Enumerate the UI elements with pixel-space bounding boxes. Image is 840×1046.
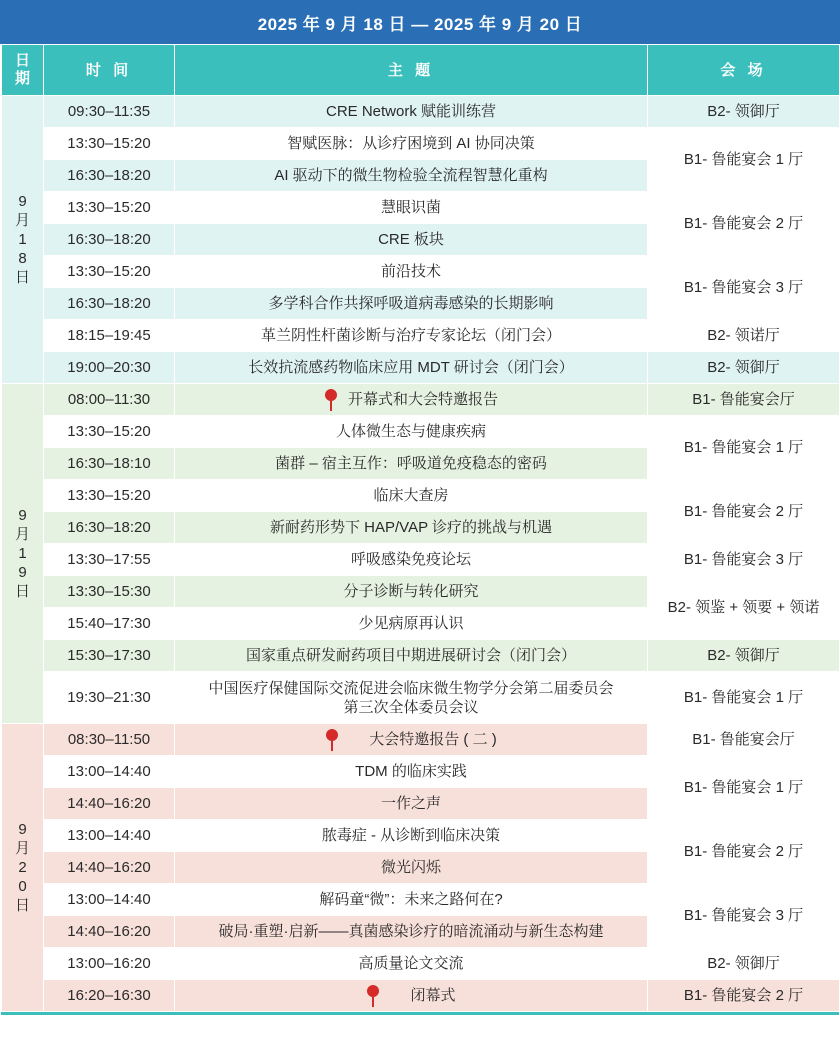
column-header-topic: 主 题 [175, 45, 648, 96]
time-cell: 14:40–16:20 [44, 788, 175, 820]
time-cell: 13:00–16:20 [44, 948, 175, 980]
table-row [2, 384, 840, 416]
time-cell: 13:30–15:20 [44, 128, 175, 160]
day-cell-sep20 [2, 724, 44, 1012]
time-cell: 13:00–14:40 [44, 756, 175, 788]
topic-cell: 高质量论文交流 [175, 948, 648, 980]
time-cell: 16:30–18:10 [44, 448, 175, 480]
topic-cell: 慧眼识菌 [175, 192, 648, 224]
table-row [2, 544, 840, 576]
venue-cell: B1- 鲁能宴会厅 [648, 384, 840, 416]
time-cell: 13:30–15:20 [44, 416, 175, 448]
column-header-time: 时 间 [44, 45, 175, 96]
topic-cell: 长效抗流感药物临床应用 MDT 研讨会（闭门会） [175, 352, 648, 384]
time-cell: 13:30–15:20 [44, 480, 175, 512]
topic-cell: 前沿技术 [175, 256, 648, 288]
table-row [2, 320, 840, 352]
map-pin-icon [366, 984, 380, 1008]
topic-text: 大会特邀报告 ( 二 ) [369, 730, 497, 748]
venue-cell: B1- 鲁能宴会 1 厅 [648, 756, 840, 820]
table-row [2, 352, 840, 384]
topic-cell: 一作之声 [175, 788, 648, 820]
topic-cell: 临床大查房 [175, 480, 648, 512]
topic-cell: 解码童“微”：未来之路何在? [175, 884, 648, 916]
topic-cell [175, 384, 648, 416]
time-cell: 16:30–18:20 [44, 288, 175, 320]
day-label: 9月19日 [14, 507, 30, 600]
topic-cell: 智赋医脉：从诊疗困境到 AI 协同决策 [175, 128, 648, 160]
table-row [2, 640, 840, 672]
time-cell: 16:20–16:30 [44, 980, 175, 1012]
venue-cell: B1- 鲁能宴会 2 厅 [648, 192, 840, 256]
time-cell: 19:00–20:30 [44, 352, 175, 384]
time-cell: 14:40–16:20 [44, 852, 175, 884]
table-row [2, 192, 840, 224]
time-cell: 13:30–15:20 [44, 192, 175, 224]
schedule-table [1, 44, 840, 1012]
table-row [2, 724, 840, 756]
venue-cell: B1- 鲁能宴会 1 厅 [648, 128, 840, 192]
topic-cell [175, 672, 648, 724]
day-label: 9月18日 [14, 193, 30, 286]
time-cell: 13:30–15:30 [44, 576, 175, 608]
time-cell: 08:00–11:30 [44, 384, 175, 416]
venue-cell: B1- 鲁能宴会 1 厅 [648, 672, 840, 724]
topic-cell: 微光闪烁 [175, 852, 648, 884]
time-cell: 19:30–21:30 [44, 672, 175, 724]
time-cell: 09:30–11:35 [44, 96, 175, 128]
column-header-day-label: 日期 [14, 52, 30, 87]
time-cell: 18:15–19:45 [44, 320, 175, 352]
topic-cell: CRE 板块 [175, 224, 648, 256]
topic-cell: 少见病原再认识 [175, 608, 648, 640]
day-cell-sep18 [2, 96, 44, 384]
topic-cell: AI 驱动下的微生物检验全流程智慧化重构 [175, 160, 648, 192]
topic-cell: 新耐药形势下 HAP/VAP 诊疗的挑战与机遇 [175, 512, 648, 544]
table-row [2, 128, 840, 160]
topic-cell: 破局·重塑·启新——真菌感染诊疗的暗流涌动与新生态构建 [175, 916, 648, 948]
topic-cell: 国家重点研发耐药项目中期进展研讨会（闭门会） [175, 640, 648, 672]
venue-cell: B2- 领御厅 [648, 96, 840, 128]
venue-cell: B1- 鲁能宴会 1 厅 [648, 416, 840, 480]
venue-cell: B2- 领御厅 [648, 640, 840, 672]
table-row [2, 480, 840, 512]
venue-cell: B1- 鲁能宴会 2 厅 [648, 480, 840, 544]
table-row [2, 672, 840, 724]
time-cell: 13:30–15:20 [44, 256, 175, 288]
time-cell: 08:30–11:50 [44, 724, 175, 756]
table-row [2, 416, 840, 448]
venue-cell: B1- 鲁能宴会 2 厅 [648, 980, 840, 1012]
time-cell: 16:30–18:20 [44, 512, 175, 544]
time-cell: 14:40–16:20 [44, 916, 175, 948]
time-cell: 13:30–17:55 [44, 544, 175, 576]
topic-cell: 人体微生态与健康疾病 [175, 416, 648, 448]
topic-cell [175, 980, 648, 1012]
table-row [2, 256, 840, 288]
time-cell: 13:00–14:40 [44, 884, 175, 916]
venue-cell: B1- 鲁能宴会 3 厅 [648, 884, 840, 948]
venue-cell: B2- 领诺厅 [648, 320, 840, 352]
topic-cell: TDM 的临床实践 [175, 756, 648, 788]
topic-text: 开幕式和大会特邀报告 [347, 390, 498, 408]
topic-cell: 菌群 – 宿主互作：呼吸道免疫稳态的密码 [175, 448, 648, 480]
column-header-day [2, 45, 44, 96]
table-row [2, 884, 840, 916]
venue-cell: B1- 鲁能宴会 2 厅 [648, 820, 840, 884]
topic-cell: 分子诊断与转化研究 [175, 576, 648, 608]
topic-cell [175, 724, 648, 756]
time-cell: 16:30–18:20 [44, 160, 175, 192]
topic-line: 第三次全体委员会议 [343, 698, 479, 716]
topic-line: 中国医疗保健国际交流促进会临床微生物学分会第二届委员会 [208, 679, 614, 697]
venue-cell: B2- 领鉴 + 领要 + 领诺 [648, 576, 840, 640]
table-row [2, 948, 840, 980]
day-cell-sep19 [2, 384, 44, 724]
table-row [2, 96, 840, 128]
topic-cell: 呼吸感染免疫论坛 [175, 544, 648, 576]
column-header-venue: 会 场 [648, 45, 840, 96]
table-row [2, 820, 840, 852]
time-cell: 13:00–14:40 [44, 820, 175, 852]
bottom-rule [1, 1012, 839, 1015]
table-row [2, 576, 840, 608]
venue-cell: B1- 鲁能宴会厅 [648, 724, 840, 756]
table-row [2, 980, 840, 1012]
map-pin-icon [325, 728, 339, 752]
time-cell: 15:30–17:30 [44, 640, 175, 672]
table-row [2, 756, 840, 788]
time-cell: 15:40–17:30 [44, 608, 175, 640]
topic-text: 闭幕式 [410, 986, 456, 1004]
time-cell: 16:30–18:20 [44, 224, 175, 256]
day-label: 9月20日 [14, 821, 30, 914]
venue-cell: B2- 领御厅 [648, 352, 840, 384]
map-pin-icon [324, 388, 338, 412]
venue-cell: B2- 领御厅 [648, 948, 840, 980]
venue-cell: B1- 鲁能宴会 3 厅 [648, 256, 840, 320]
topic-cell: 多学科合作共探呼吸道病毒感染的长期影响 [175, 288, 648, 320]
topic-cell: 脓毒症 - 从诊断到临床决策 [175, 820, 648, 852]
date-range-banner: 2025 年 9 月 18 日 — 2025 年 9 月 20 日 [0, 0, 840, 44]
topic-cell: 革兰阴性杆菌诊断与治疗专家论坛（闭门会） [175, 320, 648, 352]
topic-cell: CRE Network 赋能训练营 [175, 96, 648, 128]
venue-cell: B1- 鲁能宴会 3 厅 [648, 544, 840, 576]
